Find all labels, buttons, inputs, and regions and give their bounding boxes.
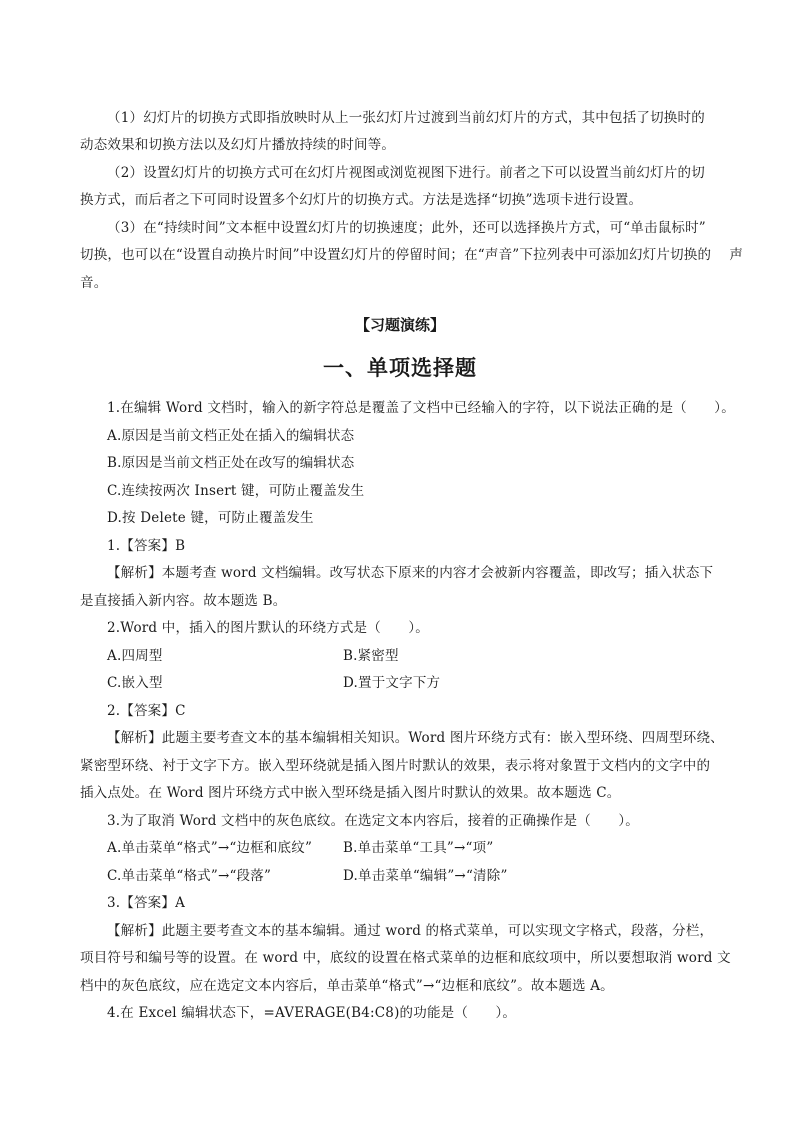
q3-option-c: C.单击菜单“格式”→“段落”	[107, 868, 272, 884]
q3-explanation-line-1: 【解析】此题主要考查文本的基本编辑。通过 word 的格式菜单，可以实现文字格式，段落，分栏，	[107, 923, 714, 939]
intro-paragraph-3-line-2: 切换，也可以在“设置自动换片时间”中设置幻灯片的停留时间；在“声音”下拉列表中可添加幻灯片切换的 声	[80, 247, 744, 263]
q3-explanation-line-3: 档中的灰色底纹，应在选定文本内容后，单击菜单“格式”→“边框和底纹”。故本题选 A。	[80, 978, 614, 994]
intro-paragraph-1-line-2: 动态效果和切换方法以及幻灯片播放持续的时间等。	[80, 137, 396, 153]
intro-paragraph-3-line-3: 音。	[80, 275, 108, 291]
q3-stem: 3.为了取消 Word 文档中的灰色底纹。在选定文本内容后，接着的正确操作是（ ）。	[107, 813, 639, 829]
q1-answer: 1.【答案】B	[107, 538, 186, 554]
q2-option-d: D.置于文字下方	[343, 675, 441, 691]
q3-options-row-2	[107, 867, 508, 885]
section-heading: 【习题演练】	[354, 316, 445, 334]
intro-paragraph-1-line-1: （1）幻灯片的切换方式即指放映时从上一张幻灯片过渡到当前幻灯片的方式，其中包括了切换时的	[107, 110, 705, 126]
q2-explanation-line-2: 紧密型环绕、衬于文字下方。嵌入型环绕就是插入图片时默认的效果，表示将对象置于文档内的文字中的	[80, 758, 711, 774]
intro-paragraph-3-line-1: （3）在“持续时间”文本框中设置幻灯片的切换速度；此外，还可以选择换片方式，可“单击鼠标时”	[107, 220, 706, 236]
q2-option-a: A.四周型	[107, 648, 163, 664]
q2-explanation-line-1: 【解析】此题主要考查文本的基本编辑相关知识。Word 图片环绕方式有：嵌入型环绕、四周型环绕、	[107, 730, 724, 746]
q3-option-a: A.单击菜单“格式”→“边框和底纹”	[107, 840, 313, 856]
q2-options-row-2	[107, 674, 441, 692]
q1-stem: 1.在编辑 Word 文档时，输入的新字符总是覆盖了文档中已经输入的字符，以下说法正确的是（ ）。	[107, 400, 735, 416]
q1-option-a: A.原因是当前文档正处在插入的编辑状态	[107, 428, 355, 444]
q1-option-b: B.原因是当前文档正处在改写的编辑状态	[107, 455, 355, 471]
q2-stem: 2.Word 中，插入的图片默认的环绕方式是（ ）。	[107, 620, 430, 636]
q1-explanation-line-1: 【解析】本题考查 word 文档编辑。改写状态下原来的内容才会被新内容覆盖，即改写；插入状态下	[107, 565, 714, 581]
q2-options-row-1	[107, 647, 399, 665]
intro-paragraph-2-line-1: （2）设置幻灯片的切换方式可在幻灯片视图或浏览视图下进行。前者之下可以设置当前幻灯片的切	[107, 165, 705, 181]
q2-explanation-line-3: 插入点处。在 Word 图片环绕方式中嵌入型环绕是插入图片时默认的效果。故本题选 C。	[80, 785, 621, 801]
q3-option-d: D.单击菜单“编辑”→“清除”	[343, 868, 508, 884]
q3-answer: 3.【答案】A	[107, 895, 186, 911]
q3-options-row-1	[107, 839, 494, 857]
q2-option-b: B.紧密型	[343, 648, 399, 664]
q1-option-c: C.连续按两次 Insert 键，可防止覆盖发生	[107, 483, 365, 499]
q3-explanation-line-2: 项目符号和编号等的设置。在 word 中，底纹的设置在格式菜单的边框和底纹项中，所以要想取消 word 文	[80, 950, 731, 966]
q1-option-d: D.按 Delete 键，可防止覆盖发生	[107, 510, 314, 526]
intro-paragraph-2-line-2: 换方式，而后者之下可同时设置多个幻灯片的切换方式。方法是选择“切换”选项卡进行设置。	[80, 192, 643, 208]
part-heading: 一、单项选择题	[323, 356, 477, 380]
q3-option-b: B.单击菜单“工具”→“项”	[343, 840, 494, 856]
q1-explanation-line-2: 是直接插入新内容。故本题选 B。	[80, 593, 287, 609]
q2-answer: 2.【答案】C	[107, 703, 186, 719]
q4-stem: 4.在 Excel 编辑状态下，=AVERAGE(B4:C8)的功能是（ ）。	[107, 1005, 517, 1021]
q2-option-c: C.嵌入型	[107, 675, 163, 691]
